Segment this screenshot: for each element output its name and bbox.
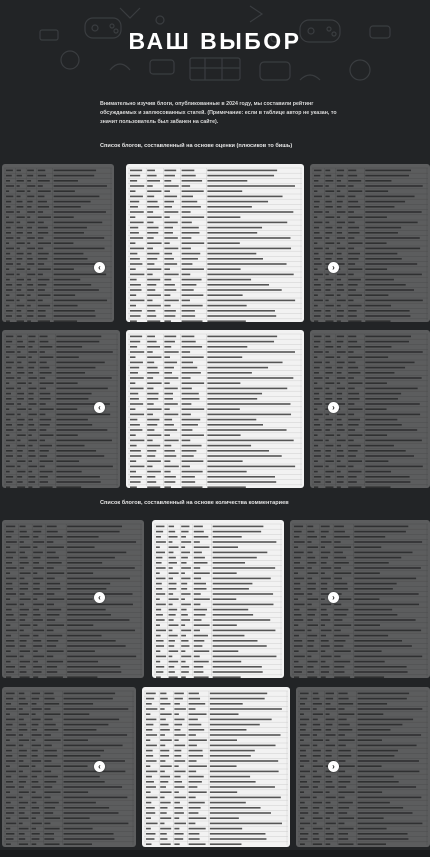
chevron-right-icon: ›: [332, 762, 335, 771]
carousel-1-next-button[interactable]: [328, 262, 339, 273]
carousel-2-next-button[interactable]: [328, 402, 339, 413]
page-title: ВАШ ВЫБОР: [128, 28, 302, 54]
table-screenshot-texture: [290, 520, 430, 678]
carousel-4-next-slide: [296, 687, 430, 847]
carousel-4-prev-button[interactable]: [94, 761, 105, 772]
chevron-right-icon: ›: [332, 593, 335, 602]
carousel-2-prev-button[interactable]: [94, 402, 105, 413]
carousel-1-next-slide: [310, 164, 430, 322]
intro-text: Внимательно изучив блоги, опубликованные в 2024 году, мы составили рейтинг обсуждаемых и заплюсованных статей. (Примечание: если в таблице автор не указан, то значит пользователь был забанен на сайте).: [100, 101, 337, 126]
carousel-1-prev-slide: [2, 164, 114, 322]
section-label-comments: Список блогов, составленный на основе количества комментариев: [100, 500, 289, 506]
carousel-3-prev-slide: [2, 520, 144, 678]
table-screenshot-texture: [296, 687, 430, 847]
carousel-3-next-button[interactable]: [328, 592, 339, 603]
carousel-4-next-button[interactable]: [328, 761, 339, 772]
table-screenshot-texture: [126, 164, 304, 322]
chevron-right-icon: ›: [332, 263, 335, 272]
carousel-3-prev-button[interactable]: [94, 592, 105, 603]
table-screenshot-texture: [142, 687, 290, 847]
table-screenshot-texture: [126, 330, 304, 488]
chevron-right-icon: ›: [332, 403, 335, 412]
table-screenshot-texture: [2, 520, 144, 678]
carousel-1-prev-button[interactable]: [94, 262, 105, 273]
section-label-rating: Список блогов, составленный на основе оценки (плюсиков то бишь): [100, 143, 293, 149]
hero-banner: [0, 0, 430, 95]
table-screenshot-texture: [310, 164, 430, 322]
chevron-left-icon: ‹: [98, 593, 101, 602]
carousel-1-active-slide: [126, 164, 304, 322]
carousel-3-active-slide: [152, 520, 284, 678]
table-screenshot-texture: [152, 520, 284, 678]
carousel-4-active-slide: [142, 687, 290, 847]
carousel-3-next-slide: [290, 520, 430, 678]
table-screenshot-texture: [2, 687, 136, 847]
carousel-2-active-slide: [126, 330, 304, 488]
chevron-left-icon: ‹: [98, 762, 101, 771]
carousel-4-prev-slide: [2, 687, 136, 847]
chevron-left-icon: ‹: [98, 263, 101, 272]
chevron-left-icon: ‹: [98, 403, 101, 412]
table-screenshot-texture: [2, 164, 114, 322]
footer-strip: [0, 850, 430, 857]
